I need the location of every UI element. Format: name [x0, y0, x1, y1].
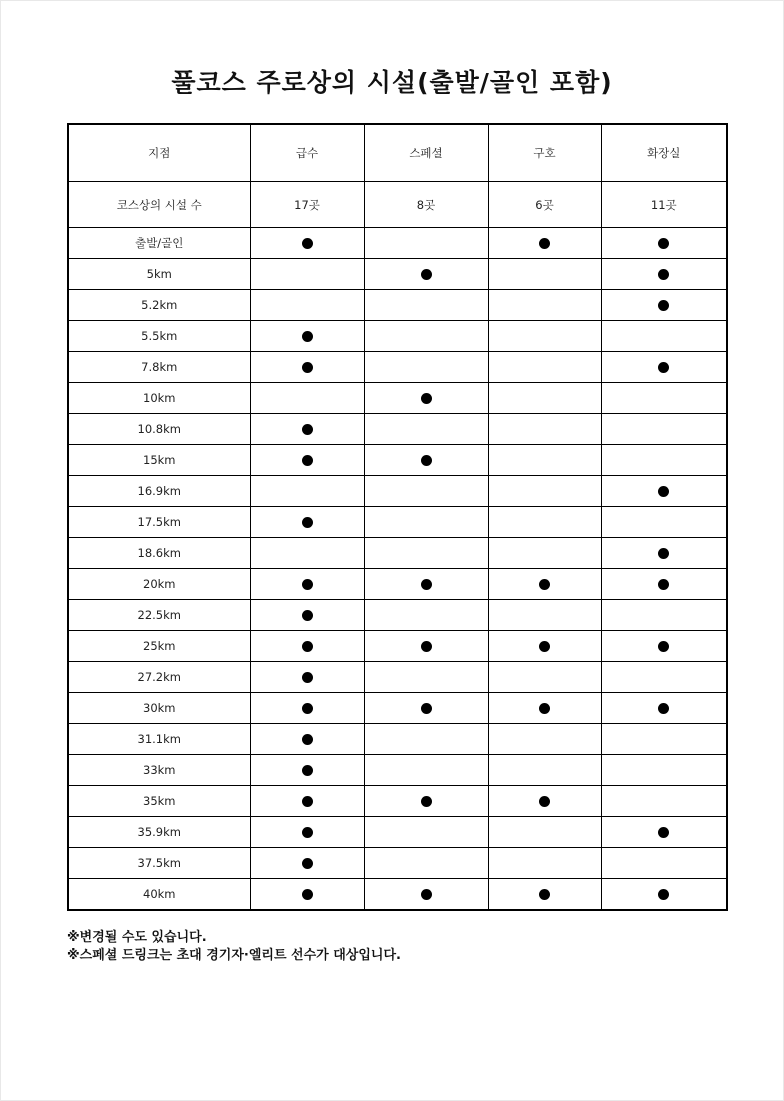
- count-label: 코스상의 시설 수: [68, 182, 250, 228]
- header-special: 스페셜: [364, 124, 488, 182]
- cell-special: [364, 476, 488, 507]
- filled-dot-icon: [658, 269, 669, 280]
- table-row: [68, 817, 727, 848]
- table-row: [68, 476, 727, 507]
- document-page: [1, 1, 783, 1100]
- filled-dot-icon: [302, 703, 313, 714]
- table-row: [68, 755, 727, 786]
- cell-special: [364, 445, 488, 476]
- notes: [67, 929, 401, 965]
- cell-water: [250, 383, 364, 414]
- table-row: [68, 321, 727, 352]
- cell-water: [250, 600, 364, 631]
- cell-water: [250, 321, 364, 352]
- filled-dot-icon: [302, 641, 313, 652]
- cell-aid: [488, 383, 601, 414]
- note-special-drink: ※스페셜 드링크는 초대 경기자·엘리트 선수가 대상입니다.: [67, 948, 401, 963]
- note-change: ※변경될 수도 있습니다.: [67, 930, 207, 945]
- filled-dot-icon: [658, 703, 669, 714]
- table-row: [68, 848, 727, 879]
- cell-special: [364, 507, 488, 538]
- table-row: [68, 631, 727, 662]
- cell-toilet: [601, 228, 727, 259]
- cell-special: [364, 848, 488, 879]
- cell-water: [250, 755, 364, 786]
- row-point: 31.1km: [68, 724, 250, 755]
- cell-special: [364, 631, 488, 662]
- cell-special: [364, 724, 488, 755]
- table-row: [68, 352, 727, 383]
- cell-aid: [488, 879, 601, 911]
- table-row: [68, 600, 727, 631]
- filled-dot-icon: [658, 362, 669, 373]
- cell-water: [250, 507, 364, 538]
- cell-water: [250, 662, 364, 693]
- row-point: 27.2km: [68, 662, 250, 693]
- cell-aid: [488, 290, 601, 321]
- cell-toilet: [601, 724, 727, 755]
- filled-dot-icon: [658, 300, 669, 311]
- filled-dot-icon: [539, 238, 550, 249]
- cell-toilet: [601, 600, 727, 631]
- filled-dot-icon: [658, 579, 669, 590]
- filled-dot-icon: [302, 765, 313, 776]
- facilities-table: [67, 123, 728, 911]
- cell-special: [364, 600, 488, 631]
- row-point: 10km: [68, 383, 250, 414]
- cell-toilet: [601, 848, 727, 879]
- table-row: [68, 786, 727, 817]
- cell-special: [364, 569, 488, 600]
- cell-aid: [488, 321, 601, 352]
- cell-toilet: [601, 879, 727, 911]
- cell-aid: [488, 693, 601, 724]
- table-row: [68, 538, 727, 569]
- header-water: 급수: [250, 124, 364, 182]
- filled-dot-icon: [302, 827, 313, 838]
- row-point: 7.8km: [68, 352, 250, 383]
- filled-dot-icon: [539, 703, 550, 714]
- cell-special: [364, 693, 488, 724]
- row-point: 35.9km: [68, 817, 250, 848]
- cell-water: [250, 414, 364, 445]
- table-row: [68, 228, 727, 259]
- cell-special: [364, 228, 488, 259]
- cell-water: [250, 476, 364, 507]
- cell-aid: [488, 228, 601, 259]
- cell-toilet: [601, 352, 727, 383]
- filled-dot-icon: [302, 734, 313, 745]
- filled-dot-icon: [302, 796, 313, 807]
- cell-toilet: [601, 507, 727, 538]
- filled-dot-icon: [302, 331, 313, 342]
- table-row: [68, 259, 727, 290]
- filled-dot-icon: [658, 486, 669, 497]
- count-water: 17곳: [250, 182, 364, 228]
- header-point: 지점: [68, 124, 250, 182]
- filled-dot-icon: [302, 238, 313, 249]
- filled-dot-icon: [302, 889, 313, 900]
- filled-dot-icon: [658, 238, 669, 249]
- cell-toilet: [601, 383, 727, 414]
- cell-water: [250, 445, 364, 476]
- filled-dot-icon: [421, 703, 432, 714]
- row-point: 22.5km: [68, 600, 250, 631]
- filled-dot-icon: [421, 889, 432, 900]
- filled-dot-icon: [302, 362, 313, 373]
- cell-toilet: [601, 445, 727, 476]
- cell-toilet: [601, 476, 727, 507]
- filled-dot-icon: [658, 548, 669, 559]
- filled-dot-icon: [302, 858, 313, 869]
- cell-toilet: [601, 290, 727, 321]
- cell-toilet: [601, 817, 727, 848]
- cell-special: [364, 259, 488, 290]
- row-point: 10.8km: [68, 414, 250, 445]
- filled-dot-icon: [421, 269, 432, 280]
- row-point: 17.5km: [68, 507, 250, 538]
- table-row: [68, 414, 727, 445]
- cell-aid: [488, 352, 601, 383]
- cell-toilet: [601, 755, 727, 786]
- cell-aid: [488, 817, 601, 848]
- row-point: 5.5km: [68, 321, 250, 352]
- row-point: 33km: [68, 755, 250, 786]
- cell-water: [250, 228, 364, 259]
- cell-water: [250, 848, 364, 879]
- filled-dot-icon: [302, 455, 313, 466]
- filled-dot-icon: [302, 610, 313, 621]
- cell-special: [364, 290, 488, 321]
- row-point: 16.9km: [68, 476, 250, 507]
- filled-dot-icon: [539, 579, 550, 590]
- table-row: [68, 569, 727, 600]
- filled-dot-icon: [421, 579, 432, 590]
- row-point: 25km: [68, 631, 250, 662]
- cell-special: [364, 879, 488, 911]
- row-point: 5km: [68, 259, 250, 290]
- cell-toilet: [601, 538, 727, 569]
- table-row: [68, 290, 727, 321]
- cell-water: [250, 290, 364, 321]
- cell-toilet: [601, 693, 727, 724]
- cell-aid: [488, 538, 601, 569]
- table-row: [68, 383, 727, 414]
- count-special: 8곳: [364, 182, 488, 228]
- cell-aid: [488, 569, 601, 600]
- cell-aid: [488, 507, 601, 538]
- cell-water: [250, 817, 364, 848]
- cell-special: [364, 383, 488, 414]
- filled-dot-icon: [302, 517, 313, 528]
- filled-dot-icon: [421, 641, 432, 652]
- cell-aid: [488, 755, 601, 786]
- filled-dot-icon: [539, 889, 550, 900]
- row-point: 18.6km: [68, 538, 250, 569]
- cell-water: [250, 538, 364, 569]
- cell-water: [250, 693, 364, 724]
- cell-water: [250, 724, 364, 755]
- table-row: [68, 693, 727, 724]
- cell-aid: [488, 259, 601, 290]
- cell-aid: [488, 445, 601, 476]
- filled-dot-icon: [302, 579, 313, 590]
- cell-special: [364, 538, 488, 569]
- row-point: 37.5km: [68, 848, 250, 879]
- cell-aid: [488, 414, 601, 445]
- filled-dot-icon: [421, 796, 432, 807]
- header-toilet: 화장실: [601, 124, 727, 182]
- filled-dot-icon: [658, 827, 669, 838]
- cell-special: [364, 786, 488, 817]
- cell-toilet: [601, 662, 727, 693]
- filled-dot-icon: [658, 641, 669, 652]
- cell-aid: [488, 631, 601, 662]
- count-aid: 6곳: [488, 182, 601, 228]
- cell-special: [364, 662, 488, 693]
- cell-toilet: [601, 631, 727, 662]
- cell-aid: [488, 786, 601, 817]
- row-point: 출발/골인: [68, 228, 250, 259]
- cell-toilet: [601, 321, 727, 352]
- row-point: 15km: [68, 445, 250, 476]
- filled-dot-icon: [302, 424, 313, 435]
- cell-special: [364, 321, 488, 352]
- cell-water: [250, 259, 364, 290]
- cell-aid: [488, 476, 601, 507]
- cell-aid: [488, 848, 601, 879]
- filled-dot-icon: [302, 672, 313, 683]
- filled-dot-icon: [539, 796, 550, 807]
- row-point: 30km: [68, 693, 250, 724]
- count-toilet: 11곳: [601, 182, 727, 228]
- cell-aid: [488, 662, 601, 693]
- table-row: [68, 445, 727, 476]
- cell-water: [250, 786, 364, 817]
- cell-water: [250, 569, 364, 600]
- cell-aid: [488, 600, 601, 631]
- table-row: [68, 879, 727, 911]
- cell-special: [364, 755, 488, 786]
- cell-toilet: [601, 259, 727, 290]
- row-point: 20km: [68, 569, 250, 600]
- cell-special: [364, 414, 488, 445]
- row-point: 40km: [68, 879, 250, 911]
- table-row: [68, 662, 727, 693]
- cell-aid: [488, 724, 601, 755]
- cell-special: [364, 817, 488, 848]
- filled-dot-icon: [421, 455, 432, 466]
- cell-toilet: [601, 414, 727, 445]
- cell-special: [364, 352, 488, 383]
- cell-toilet: [601, 786, 727, 817]
- cell-water: [250, 879, 364, 911]
- filled-dot-icon: [421, 393, 432, 404]
- count-row: [68, 182, 727, 228]
- row-point: 5.2km: [68, 290, 250, 321]
- cell-water: [250, 631, 364, 662]
- cell-water: [250, 352, 364, 383]
- table-row: [68, 507, 727, 538]
- table-header-row: [68, 124, 727, 182]
- filled-dot-icon: [539, 641, 550, 652]
- filled-dot-icon: [658, 889, 669, 900]
- header-aid: 구호: [488, 124, 601, 182]
- row-point: 35km: [68, 786, 250, 817]
- page-title: 풀코스 주로상의 시설(출발/골인 포함): [171, 68, 613, 97]
- table-row: [68, 724, 727, 755]
- cell-toilet: [601, 569, 727, 600]
